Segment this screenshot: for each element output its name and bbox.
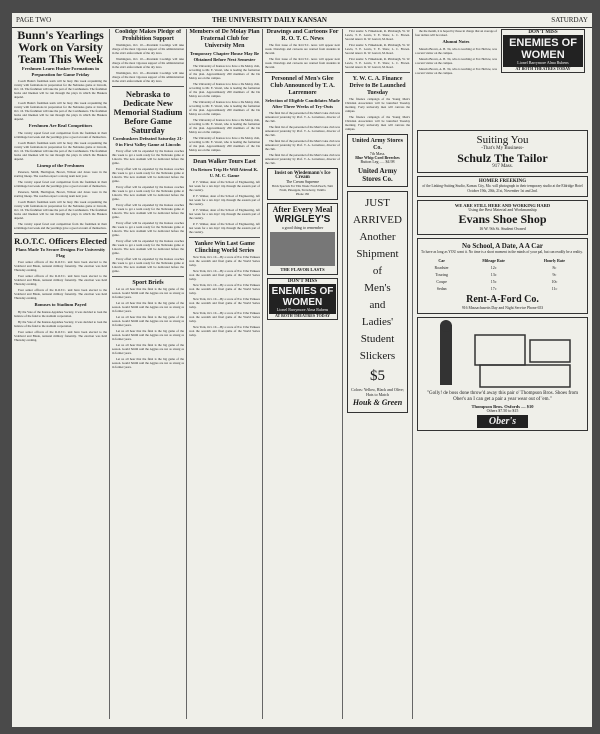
ad-brand: Evans Shoe Shop	[458, 212, 547, 226]
column-1	[14, 29, 107, 725]
ad-phone: Phone 182	[295, 192, 310, 196]
section-head: Lineup of the Freshmen	[36, 162, 84, 168]
headline: Coolidge Makes Pledge of Prohibition Support	[114, 29, 182, 42]
headline: Yankee Win Last Game Clinching World Series	[194, 241, 255, 254]
article-body: By the Vote of the Kansas Applebee Society, it was decided to loan the balance of the fund to the stadium corporation.	[14, 319, 107, 328]
column-5	[345, 29, 410, 725]
article-body: P. F. Walker, dean of the School of Engineering, left last week for a ten days' trip through the eastern part of the country.	[189, 194, 260, 206]
article-body: Every effort will be expended by the Kansas coaches this week to get a team ready for the Nebraska game at Lincoln. The new stadium will be dedicated before the game.	[112, 239, 184, 255]
article-body: By the Vote of the Kansas Applebee Society, it was decided to loan the balance of the fund to the stadium corporation.	[14, 309, 107, 318]
article-body: First teams: S. Finkelstein, R. Pittsburgh, W. W. Lewis, T. E. Lewis, T. E. Shaw, L. C. Brown. Second tenors: R. W. Garrett, M. Reed.	[345, 57, 410, 69]
column-header: Car	[438, 257, 445, 263]
army-store-ad	[347, 134, 408, 187]
rate-table	[421, 257, 584, 292]
shoe-box-illustration	[530, 340, 570, 362]
article-body: Every effort will be expended by the Kansas coaches this week to get a team ready for the Nebraska game at Lincoln. The new stadium will be dedicated before the game.	[112, 221, 184, 237]
ad-body: of the Linking-Suiting Studio, Kansas City, Mo. will photograph in their temporary studio at the Eldridge Hotel October 19th, 20th, 21st, November 1st and 2nd.	[422, 184, 583, 193]
article-body: P. F. Walker, dean of the School of Engineering, left last week for a ten days' trip through the eastern part of the country.	[189, 180, 260, 192]
column-rule	[412, 29, 413, 719]
article-body: New York, Oct. 10.—By a score of 8 to 0 the Yankees won the seventh and final game of the World Series today.	[189, 255, 260, 267]
table-cell: 10c	[551, 278, 558, 284]
ad-line: Ladies'	[361, 316, 394, 328]
table-row	[421, 264, 584, 271]
ad-line: -That's My Business-	[481, 146, 524, 151]
ice-cream-ad	[267, 168, 338, 200]
table-cell: 15c	[490, 278, 497, 284]
ad-line: Student	[360, 333, 395, 345]
newspaper-page	[12, 13, 592, 727]
column-rule	[262, 29, 263, 719]
subhead: On Return Trip He Will Attend K. U. M. C. Game	[190, 167, 259, 178]
movie-ad	[501, 29, 585, 73]
ad-title: Insist on Wiedemann's Ice Cream	[274, 171, 331, 180]
subhead: Plans Made To Secure Designs For University Flag	[15, 247, 106, 258]
article-body: The final list of the personnel of the Men's Glee club was announced yesterday by Prof. T. A. Larremore, director of the club.	[265, 153, 340, 165]
article-body: Coach Bunn's freshman team will be busy this week acquainting the varsity with formations in preparation for the Nebraska game at Lincoln, Oct. 16. The freshmen will take the part of the Cornhuskers. The freshmen backs and linemen will be run through the plays in which the Huskers depend.	[14, 140, 107, 161]
article-body: The first issue of the R.O.T.C. news will appear next week. Drawings and cartoons are wanted from students in the unit.	[265, 57, 340, 69]
article-body: New York, Oct. 10.—By a score of 8 to 0 the Yankees won the seventh and final game of the World Series today.	[189, 297, 260, 309]
movie-banner	[503, 35, 583, 67]
movie-title: ENEMIES OF WOMEN	[271, 286, 334, 308]
article-body: Coach Bunn's freshman team will be busy this week acquainting the varsity with formations in preparation for the Nebraska game at Lincoln, Oct. 16. The freshmen will take the part of the Cornhuskers. The freshmen backs and linemen will be run through the plays in which the Huskers depend.	[14, 79, 107, 99]
ad-brand: Schulz The Tailor	[457, 151, 548, 165]
article-body: The University of Kansas is to have a De Molay club, according to Mr. E. Vestal, who is leading the formation of the plan. Approximately 200 members of the De Molay are on the campus.	[189, 82, 260, 98]
article-body: Coach Bunn's freshman team will be busy this week acquainting the varsity with formations in preparation for the Nebraska game at Lincoln, Oct. 16. The freshmen will take the part of the Cornhuskers. The freshmen backs and linemen will be run through the plays in which the Huskers depend.	[14, 101, 107, 121]
article-body: Four senior officers of the R.O.T.C. unit have been elected to the Scabbard and Blade, national military fraternity. The election was held Thursday evening.	[14, 274, 107, 286]
headline: R.O.T.C. Officers Elected	[14, 236, 107, 246]
article-body: the the month, it is hoped by those in charge that an average of four dollars will be raised.	[415, 29, 497, 37]
article-body: The final list of the personnel of the Men's Glee club was announced yesterday by Prof. T. A. Larremore, director of the club.	[265, 125, 340, 137]
rent-a-ford-ad	[417, 238, 588, 314]
ad-item: Blue Whip Cord Breeches	[355, 155, 400, 160]
subhead: Cornhuskers Defeated Saturday 21-0 in First Valley Game at Lincoln	[112, 136, 184, 147]
table-row	[421, 278, 584, 285]
table-cell: 12c	[490, 264, 497, 270]
article-body: The University of Kansas is to have a De Molay club, according to Mr. E. Vestal, who is leading the formation of the plan. Approximately 200 members of the De Molay are on the campus.	[189, 64, 260, 80]
article-body: The University of Kansas is to have a De Molay club, according to Mr. E. Vestal, who is leading the formation of the plan. Approximately 200 members of the De Molay are on the campus.	[189, 136, 260, 152]
article-body: First teams: S. Finkelstein, R. Pittsburgh, W. W. Lewis, T. E. Lewis, T. E. Shaw, L. C. Brown. Second tenors: R. W. Garrett, M. Reed.	[345, 43, 410, 55]
article-body: The varsity squad faced real competition from the freshmen in their scrimmage last week and the yearlings gave a good account of themselves.	[14, 222, 107, 230]
article-body: The first issue of the R.O.T.C. news will appear next week. Drawings and cartoons are wanted from students in the unit.	[265, 43, 340, 55]
movie-banner	[269, 284, 336, 314]
ad-line: Men's	[364, 282, 391, 294]
article-body: Mereda Brown, A. B. '24, who is teaching at Fox Hollow, was a recent visitor on the campus.	[415, 66, 497, 75]
column-rule	[342, 29, 343, 719]
headline: Y. W. C. A. Finance Drive to Be Launched Tuesday	[349, 76, 406, 96]
headline: Bunn's Yearlings Work on Varsity Team This Week	[17, 29, 104, 66]
table-cell: 17c	[490, 285, 497, 291]
table-cell: Coupe	[436, 278, 447, 284]
section-head: Alumni Notes	[442, 39, 470, 44]
movie-venue: AT BOTH THEATRES TODAY	[515, 66, 571, 71]
gum-package-illustration	[270, 232, 335, 266]
headline: Members of De Molay Plan Fraternal Club for University Men	[189, 29, 260, 49]
masthead	[12, 13, 592, 28]
article-body: New York, Oct. 10.—By a score of 8 to 0 the Yankees won the seventh and final game of the World Series today.	[189, 283, 260, 295]
article-body: The finance campaign of the Young Men's Christian Association will be launched Tuesday morning. Forty university men will canvass the campus.	[345, 115, 410, 131]
column-rule	[109, 29, 110, 719]
top-row	[415, 29, 590, 127]
ad-line: Suiting You	[476, 134, 529, 146]
movie-title: ENEMIES OF WOMEN	[509, 37, 577, 61]
article-body: New York, Oct. 10.—By a score of 8 to 0 the Yankees won the seventh and final game of the World Series today.	[189, 325, 260, 337]
table-row	[421, 271, 584, 278]
headline: Personnel of Men's Glee Club Announced by T. A. Larremore	[270, 76, 335, 96]
article-body: The final list of the personnel of the Men's Glee club was announced yesterday by Prof. T. A. Larremore, director of the club.	[265, 111, 340, 123]
ad-price: $5	[370, 368, 385, 384]
ad-subtitle: Thompson Bros. Oxfords — $10	[471, 403, 534, 409]
table-cell: 11c	[551, 285, 558, 291]
column-6	[415, 29, 590, 725]
article-body: Peterson, Smith, Harrington, Brown, Wilson and Jones were in the starting lineup. The coaches expect a strong team next year.	[14, 170, 107, 178]
article-body: P. F. Walker, dean of the School of Engineering, left last week for a ten days' trip through the eastern part of the country.	[189, 222, 260, 234]
article-body: Mereda Brown, A. B. '24, who is teaching at Fox Hollow, was a recent visitor on the campus.	[415, 46, 497, 55]
article-body: Let us all hear that the final is the big game of the season. Gould Smith said the Aggies are not as strong as in former years.	[112, 315, 184, 327]
ad-title: HOMER FREEKING	[478, 179, 527, 184]
man-head-illustration	[440, 320, 452, 332]
article-body: Let us all hear that the final is the big game of the season. Gould Smith said the Aggies are not as strong as in former years.	[112, 343, 184, 355]
article-body: Washington, Oct. 10.—President Coolidge will take charge of the most vigorous support of his administration in the strict enforcement of the dry laws.	[112, 57, 184, 69]
article-body: The University of Kansas is to have a De Molay club, according to Mr. E. Vestal, who is leading the formation of the plan. Approximately 200 members of the De Molay are on the campus.	[189, 118, 260, 134]
article-body: Every effort will be expended by the Kansas coaches this week to get a team ready for the Nebraska game at Lincoln. The new stadium will be dedicated before the game.	[112, 149, 184, 165]
table-cell: 13c	[490, 271, 497, 277]
article-body: Four senior officers of the R.O.T.C. unit have been elected to the Scabbard and Blade, national military fraternity. The election was held Thursday evening.	[14, 288, 107, 300]
article-body: Let us all hear that the final is the big game of the season. Gould Smith said the Aggies are not as strong as in former years.	[112, 287, 184, 299]
article-body: The varsity squad faced real competition from the freshmen in their scrimmage last week and the yearlings gave a good account of themselves.	[14, 130, 107, 139]
headline: Sport Briefs	[132, 280, 164, 286]
column-3	[189, 29, 260, 725]
ad-address: 916 Massachusetts Day and Night Service Phone 653	[461, 305, 544, 310]
article-body: The final list of the personnel of the Men's Glee club was announced yesterday by Prof. T. A. Larremore, director of the club.	[265, 139, 340, 151]
article-body: Four senior officers of the R.O.T.C. unit have been elected to the Scabbard and Blade, national military fraternity. The election was held Thursday evening.	[14, 260, 107, 272]
shoe-box-illustration	[480, 365, 570, 387]
ad-line: Shipment	[356, 248, 399, 260]
table-cell: 9c	[552, 271, 557, 277]
ad-line: Slickers	[359, 350, 396, 362]
section-head: Bonuses to Stadium Payed	[34, 302, 87, 307]
ad-line: Using the Best Material and Workmanship	[468, 207, 537, 212]
obers-shoe-ad	[417, 317, 588, 431]
table-cell: Roadster	[434, 264, 449, 270]
column-2	[112, 29, 184, 725]
article-body: The University of Kansas is to have a De Molay club, according to Mr. E. Vestal, who is leading the formation of the plan. Approximately 200 members of the De Molay are on the campus.	[189, 100, 260, 116]
photographer-ad	[417, 176, 588, 197]
news-brief	[415, 29, 497, 77]
headline: Dean Walker Tours East	[193, 159, 256, 165]
article-body: Every effort will be expended by the Kansas coaches this week to get a team ready for the Nebraska game at Lincoln. The new stadium will be dedicated before the game.	[112, 167, 184, 183]
ad-colors: Colors: Yellow, Black and Olive; Hats to Match	[351, 387, 404, 397]
column-header: Mileage Rate	[482, 257, 505, 263]
ad-address: 917 Mass.	[492, 164, 513, 169]
tailor-ad	[417, 130, 588, 173]
ad-brand: Ober's	[477, 415, 528, 428]
ad-tagline: a good thing to remember	[281, 225, 324, 230]
ad-title: No School, A Date, A A Car	[462, 242, 543, 250]
issue-date: SATURDAY	[551, 16, 588, 24]
table-cell: 8c	[552, 264, 557, 270]
ad-brand: WRIGLEY'S	[274, 214, 331, 225]
ad-address: 16 W. 9th St. Student Owned	[479, 226, 526, 231]
ad-line: of	[372, 265, 383, 277]
subhead: Temporary Chapter House May Be Obtained Before Next Semester	[189, 51, 260, 62]
ad-line: ARRIVED	[353, 214, 402, 226]
ad-title: DON'T MISS	[287, 279, 318, 284]
table-cell: Touring	[435, 271, 448, 277]
ad-price: Button Leg ..... $4.98	[360, 159, 395, 164]
slicker-ad	[347, 191, 408, 413]
shoe-box-illustration	[475, 335, 525, 365]
ad-line: Another	[359, 231, 396, 243]
article-body: Four senior officers of the R.O.T.C. unit have been elected to the Scabbard and Blade, national military fraternity. The election was held Thursday evening.	[14, 329, 107, 342]
article-body: Let us all hear that the final is the big game of the season. Gould Smith said the Aggies are not as strong as in former years.	[112, 329, 184, 341]
wrigleys-ad	[267, 203, 338, 275]
ad-title: United Army Stores Co.	[352, 138, 403, 151]
article-body: Let us all hear that the final is the big game of the season. Gould Smith said the Aggies are not as strong as in former years.	[112, 301, 184, 313]
paper-title: THE UNIVERSITY DAILY KANSAN	[212, 16, 327, 24]
article-body: Mereda Brown, A. B. '24, who is teaching at Fox Hollow, was a recent visitor on the campus.	[415, 56, 497, 65]
article-body: First teams: S. Finkelstein, R. Pittsburgh, W. W. Lewis, T. E. Lewis, T. E. Shaw, L. C. Brown. Second tenors: R. W. Garrett, M. Reed.	[345, 29, 410, 41]
ad-brand: Rent-A-Ford Co.	[466, 293, 539, 305]
movie-ad	[267, 278, 338, 320]
rate-table-header	[421, 257, 584, 264]
table-row	[421, 285, 584, 292]
movie-stars: Lionel Barrymore Alma Rubens	[276, 307, 329, 312]
article-body: Every effort will be expended by the Kansas coaches this week to get a team ready for the Nebraska game at Lincoln. The new stadium will be dedicated before the game.	[112, 185, 184, 201]
ad-title: United Army Stores Co.	[357, 167, 398, 183]
table-cell: Sedan	[436, 285, 447, 291]
shoe-shop-ad	[417, 200, 588, 235]
headline: Drawings and Cartoons For R. O. T. C. News	[266, 29, 339, 42]
article-body: The finance campaign of the Young Men's Christian Association will be launched Tuesday morning. Forty university men will canvass the campus.	[345, 97, 410, 113]
article-body: Peterson, Smith, Harrington, Brown, Wilson and Jones were in the starting lineup. The coaches expect a strong team next year.	[14, 190, 107, 198]
ad-subtitle: The Cream Supreme	[285, 179, 320, 184]
article-body: Let us all hear that the final is the big game of the season. Gould Smith said the Aggies are not as strong as in former years.	[112, 357, 184, 369]
subhead: Selection of Eligible Candidates Made After Three Weeks of Try-Outs	[265, 98, 340, 109]
ad-store: Houk & Green	[352, 398, 403, 407]
article-body: New York, Oct. 10.—By a score of 8 to 0 the Yankees won the seventh and final game of the World Series today.	[189, 269, 260, 281]
column-rule	[186, 29, 187, 719]
ad-line: WE ARE STILL HERE AND WORKING HARD	[454, 203, 551, 208]
article-body: The varsity squad faced real competition from the freshmen in their scrimmage last week and the yearlings gave a good account of themselves.	[14, 180, 107, 188]
headline: Nebraska to Dedicate New Memorial Stadium Before Game Saturday	[113, 89, 183, 135]
movie-stars: Lionel Barrymore Alma Rubens	[517, 60, 569, 65]
ad-address: 7th Mass.	[369, 151, 386, 156]
article-body: P. F. Walker, dean of the School of Engineering, left last week for a ten days' trip through the eastern part of the country.	[189, 208, 260, 220]
article-body: Every effort will be expended by the Kansas coaches this week to get a team ready for the Nebraska game at Lincoln. The new stadium will be dedicated before the game.	[112, 203, 184, 219]
ad-line: JUST	[364, 197, 391, 209]
article-body: New York, Oct. 10.—By a score of 8 to 0 the Yankees won the seventh and final game of the World Series today.	[189, 311, 260, 323]
column-header: Hourly Rate	[543, 257, 566, 263]
subhead: Freshmen Learn Husker Formations in Preparation for Game Friday	[21, 66, 100, 77]
article-body: Coach Bunn's freshman team will be busy this week acquainting the varsity with formations in preparation for the Nebraska game at Lincoln, Oct. 16. The freshmen will take the part of the Cornhuskers. The freshmen backs and linemen will be run through the plays in which the Huskers depend.	[14, 200, 107, 220]
article-body: Washington, Oct. 10.—President Coolidge will take charge of the most vigorous support of his administration in the strict enforcement of the dry laws.	[112, 43, 184, 55]
ad-body: To have as long as YOU want it. No time is a short moment in the minds of your pal, but can readily be a reality.	[421, 250, 583, 254]
ad-quote: "Golly! de boss done throw'd away this pair o' Thompson Bros. Shoes from Ober's an I can get a pair a year wear out of 'em."	[426, 390, 579, 402]
ad-line: and	[369, 299, 386, 311]
section-head: Freshmen Are Real Competitors	[28, 123, 93, 128]
man-figure-illustration	[440, 325, 452, 385]
movie-venue: AT BOTH THEATRES TODAY	[274, 313, 331, 318]
ad-title: DON'T MISS	[528, 30, 558, 35]
ad-price: Others $7.50 to $15	[486, 407, 519, 413]
column-4	[265, 29, 340, 725]
article-body: Every effort will be expended by the Kansas coaches this week to get a team ready for the Nebraska game at Lincoln. The new stadium will be dedicated before the game.	[112, 257, 184, 273]
ad-flavor: THE FLAVOR LASTS	[280, 267, 325, 272]
ad-body: Brick Specials For This Week: Fresh Peach, Tutti Frutti, Pineapple, Strawberry, Vanilla	[272, 184, 333, 192]
boxes-illustration	[420, 320, 585, 390]
ad-headline: After Every Meal	[272, 205, 333, 214]
article-body: Washington, Oct. 10.—President Coolidge will take charge of the most vigorous support of his administration in the strict enforcement of the dry laws.	[112, 71, 184, 83]
page-number: PAGE TWO	[16, 16, 52, 24]
